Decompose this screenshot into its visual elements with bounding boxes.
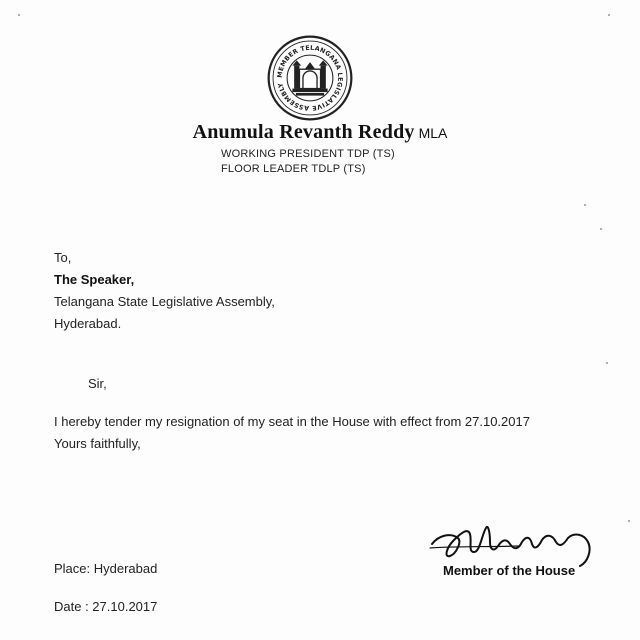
member-of-house: Member of the House (443, 563, 576, 578)
scan-speck (584, 204, 586, 206)
closing: Yours faithfully, (54, 436, 141, 451)
sender-name: Anumula Revanth Reddy (192, 121, 415, 143)
salutation: Sir, (88, 376, 107, 391)
recipient-to: To, (54, 250, 72, 265)
scan-speck (608, 14, 610, 16)
scan-speck (600, 228, 602, 230)
designation-working-president: WORKING PRESIDENT TDP (TS) (221, 148, 395, 160)
sender-suffix: MLA (418, 125, 448, 141)
seal-text: MEMBER TELANGANA LEGISLATIVE ASSEMBLY (276, 44, 344, 112)
scan-speck (18, 14, 20, 16)
scan-speck (606, 362, 608, 364)
resignation-text: I hereby tender my resignation of my seat in the House with effect from 27.10.2017 (54, 414, 530, 429)
handwritten-signature-icon (428, 514, 608, 568)
recipient-city: Hyderabad. (54, 316, 122, 331)
assembly-seal-icon (266, 34, 354, 122)
scan-speck (628, 520, 630, 522)
place: Place: Hyderabad (54, 561, 158, 576)
letterhead-name-line (0, 121, 640, 144)
recipient-organization: Telangana State Legislative Assembly, (54, 294, 275, 309)
recipient-title: The Speaker, (54, 272, 135, 287)
designation-floor-leader: FLOOR LEADER TDLP (TS) (221, 163, 366, 175)
date: Date : 27.10.2017 (54, 599, 158, 614)
